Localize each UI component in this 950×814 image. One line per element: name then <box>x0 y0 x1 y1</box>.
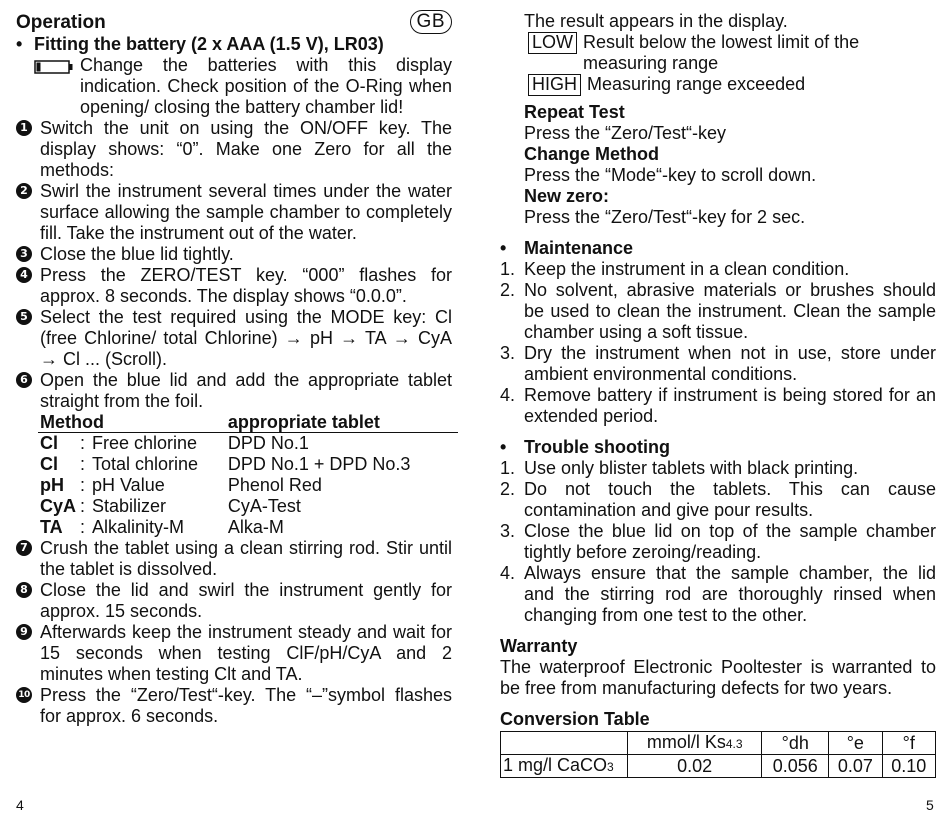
method-code: pH <box>40 475 64 495</box>
battery-text: Change the batteries with this display indication. Check position of the O-Ring when opening/ closing the battery chamber lid! <box>80 55 452 117</box>
step-item <box>16 181 452 244</box>
result-intro: The result appears in the display. <box>524 11 788 31</box>
list-item <box>500 343 936 385</box>
method-name: Stabilizer <box>92 496 167 516</box>
method-row <box>38 454 458 475</box>
colon: : <box>80 496 86 516</box>
lcd-description: Result below the lowest limit of the measuring range <box>583 32 860 73</box>
e-header: °e <box>829 732 882 755</box>
step-item <box>16 307 452 370</box>
step-number-icon: 5 <box>16 307 40 370</box>
new-zero-text: Press the “Zero/Test“-key for 2 sec. <box>524 207 806 227</box>
colon: : <box>80 517 86 537</box>
page-number-right: 5 <box>926 797 934 813</box>
new-zero-title: New zero: <box>524 186 610 206</box>
list-number: 3. <box>500 521 516 541</box>
f-value: 0.10 <box>882 755 935 778</box>
bullet-icon: • <box>500 437 507 457</box>
step-text: Switch the unit on using the ON/OFF key. The display shows: “0”. Make one Zero for all the methods: <box>40 118 452 180</box>
list-item <box>500 458 936 479</box>
mmol-header: mmol/l Ks4.3 <box>628 732 762 755</box>
list-text: No solvent, abrasive materials or brushes should be used to clean the instrument. Clean the sample chamber using a soft tissue. <box>524 280 936 342</box>
colon: : <box>80 475 86 495</box>
method-row <box>38 517 458 538</box>
method-name: pH Value <box>92 475 165 495</box>
e-value: 0.07 <box>829 755 882 778</box>
step-text: Open the blue lid and add the appropriate tablet straight from the foil. <box>40 370 452 411</box>
method-header: Method <box>38 412 226 433</box>
step-text: Swirl the instrument several times under the water surface allowing the sample chamber to completely fill. Take the instrument out of the water. <box>40 181 452 243</box>
trouble-list <box>500 458 936 626</box>
lcd-code: LOW <box>528 32 577 54</box>
step-text: Close the blue lid tightly. <box>40 244 234 264</box>
method-code: Cl <box>40 454 58 474</box>
step-item <box>16 538 452 580</box>
step-item <box>16 685 452 727</box>
step-item <box>16 370 452 412</box>
list-text: Remove battery if instrument is being stored for an extended period. <box>524 385 936 426</box>
list-text: Always ensure that the sample chamber, the lid and the stirring rod are thoroughly rinsed when changing from one test to the other. <box>524 563 936 625</box>
page-number-left: 4 <box>16 797 24 813</box>
language-badge: GB <box>410 10 452 34</box>
tablet-name: Phenol Red <box>227 475 322 495</box>
maintenance-title: Maintenance <box>524 238 634 258</box>
dh-header: °dh <box>762 732 829 755</box>
step-item <box>16 265 452 307</box>
list-text: Dry the instrument when not in use, store under ambient environmental conditions. <box>524 343 936 384</box>
step-text: Afterwards keep the instrument steady and wait for 15 seconds when testing ClF/pH/CyA and 2 minutes when testing Clt and TA. <box>40 622 452 684</box>
step-item <box>16 580 452 622</box>
step-text: Close the lid and swirl the instrument gently for approx. 15 seconds. <box>40 580 452 621</box>
list-text: Use only blister tablets with black printing. <box>524 458 859 478</box>
method-name: Alkalinity-M <box>92 517 185 537</box>
tablet-name: DPD No.1 <box>227 433 309 453</box>
step-number-icon: 6 <box>16 370 40 412</box>
list-number: 2. <box>500 479 516 499</box>
repeat-test-text: Press the “Zero/Test“-key <box>524 123 727 143</box>
battery-icon <box>34 55 80 118</box>
operation-heading-row <box>16 10 452 34</box>
maintenance-heading <box>500 238 936 259</box>
list-number: 4. <box>500 563 516 583</box>
page-title: Operation <box>16 11 106 33</box>
step-item <box>16 244 452 265</box>
battery-note <box>16 55 452 118</box>
method-table <box>38 412 458 538</box>
trouble-heading <box>500 437 936 458</box>
change-method-title: Change Method <box>524 144 659 164</box>
dh-value: 0.056 <box>762 755 829 778</box>
warranty-text: The waterproof Electronic Pooltester is warranted to be free from manufacturing defects for two years. <box>500 657 936 698</box>
step-number-icon: 10 <box>16 685 40 727</box>
step-number-icon: 8 <box>16 580 40 622</box>
step-number-icon: 3 <box>16 244 40 265</box>
lcd-row <box>528 74 936 96</box>
tablet-header: appropriate tablet <box>226 412 458 433</box>
list-number: 3. <box>500 343 516 363</box>
colon: : <box>80 433 86 453</box>
method-name: Free chlorine <box>92 433 198 453</box>
steps-list <box>16 118 452 412</box>
right-column <box>500 11 936 778</box>
list-number: 2. <box>500 280 516 300</box>
lcd-description: Measuring range exceeded <box>587 74 806 94</box>
conversion-table <box>500 731 936 778</box>
list-text: Close the blue lid on top of the sample chamber tightly before zeroing/reading. <box>524 521 936 562</box>
step-text: Press the ZERO/TEST key. “000” flashes for approx. 8 seconds. The display shows “0.0.0”. <box>40 265 452 306</box>
trouble-title: Trouble shooting <box>524 437 670 457</box>
list-text: Do not touch the tablets. This can cause contamination and give pour results. <box>524 479 936 520</box>
list-number: 1. <box>500 458 516 478</box>
caco3-label: 1 mg/l CaCO3 <box>501 755 628 778</box>
method-name: Total chlorine <box>92 454 199 474</box>
step-number-icon: 9 <box>16 622 40 685</box>
method-code: CyA <box>40 496 77 516</box>
left-column <box>16 10 452 727</box>
warranty-title: Warranty <box>500 636 578 656</box>
list-item <box>500 521 936 563</box>
conversion-empty-cell <box>501 732 628 755</box>
list-item <box>500 280 936 343</box>
battery-heading <box>16 34 452 55</box>
bullet-icon: • <box>500 238 507 258</box>
method-code: Cl <box>40 433 58 453</box>
method-code: TA <box>40 517 63 537</box>
method-row <box>38 496 458 517</box>
mmol-value: 0.02 <box>628 755 762 778</box>
conversion-title: Conversion Table <box>500 709 650 729</box>
list-item <box>500 259 936 280</box>
list-item <box>500 479 936 521</box>
lcd-code: HIGH <box>528 74 581 96</box>
steps-list-2 <box>16 538 452 727</box>
battery-heading-text: Fitting the battery (2 x AAA (1.5 V), LR03) <box>34 34 384 54</box>
colon: : <box>80 454 86 474</box>
list-item <box>500 563 936 626</box>
method-row <box>38 475 458 496</box>
f-header: °f <box>882 732 935 755</box>
list-number: 1. <box>500 259 516 279</box>
repeat-test-title: Repeat Test <box>524 102 625 122</box>
step-item <box>16 118 452 181</box>
lcd-rows <box>500 32 936 96</box>
maintenance-list <box>500 259 936 427</box>
tablet-name: Alka-M <box>227 517 284 537</box>
step-number-icon: 1 <box>16 118 40 181</box>
list-number: 4. <box>500 385 516 405</box>
list-item <box>500 385 936 427</box>
step-number-icon: 7 <box>16 538 40 580</box>
step-number-icon: 4 <box>16 265 40 307</box>
step-text: Select the test required using the MODE key: Cl (free Chlorine/ total Chlorine) → pH → TA → CyA → Cl ... (Scroll). <box>40 307 452 369</box>
method-row <box>38 433 458 455</box>
step-text: Press the “Zero/Test“-key. The “–”symbol flashes for approx. 6 seconds. <box>40 685 452 726</box>
tablet-name: CyA-Test <box>227 496 301 516</box>
step-number-icon: 2 <box>16 181 40 244</box>
tablet-name: DPD No.1 + DPD No.3 <box>227 454 411 474</box>
lcd-row <box>528 32 936 74</box>
step-text: Crush the tablet using a clean stirring rod. Stir until the tablet is dissolved. <box>40 538 452 579</box>
step-item <box>16 622 452 685</box>
bullet-icon: • <box>16 34 23 54</box>
list-text: Keep the instrument in a clean condition. <box>524 259 850 279</box>
change-method-text: Press the “Mode“-key to scroll down. <box>524 165 817 185</box>
